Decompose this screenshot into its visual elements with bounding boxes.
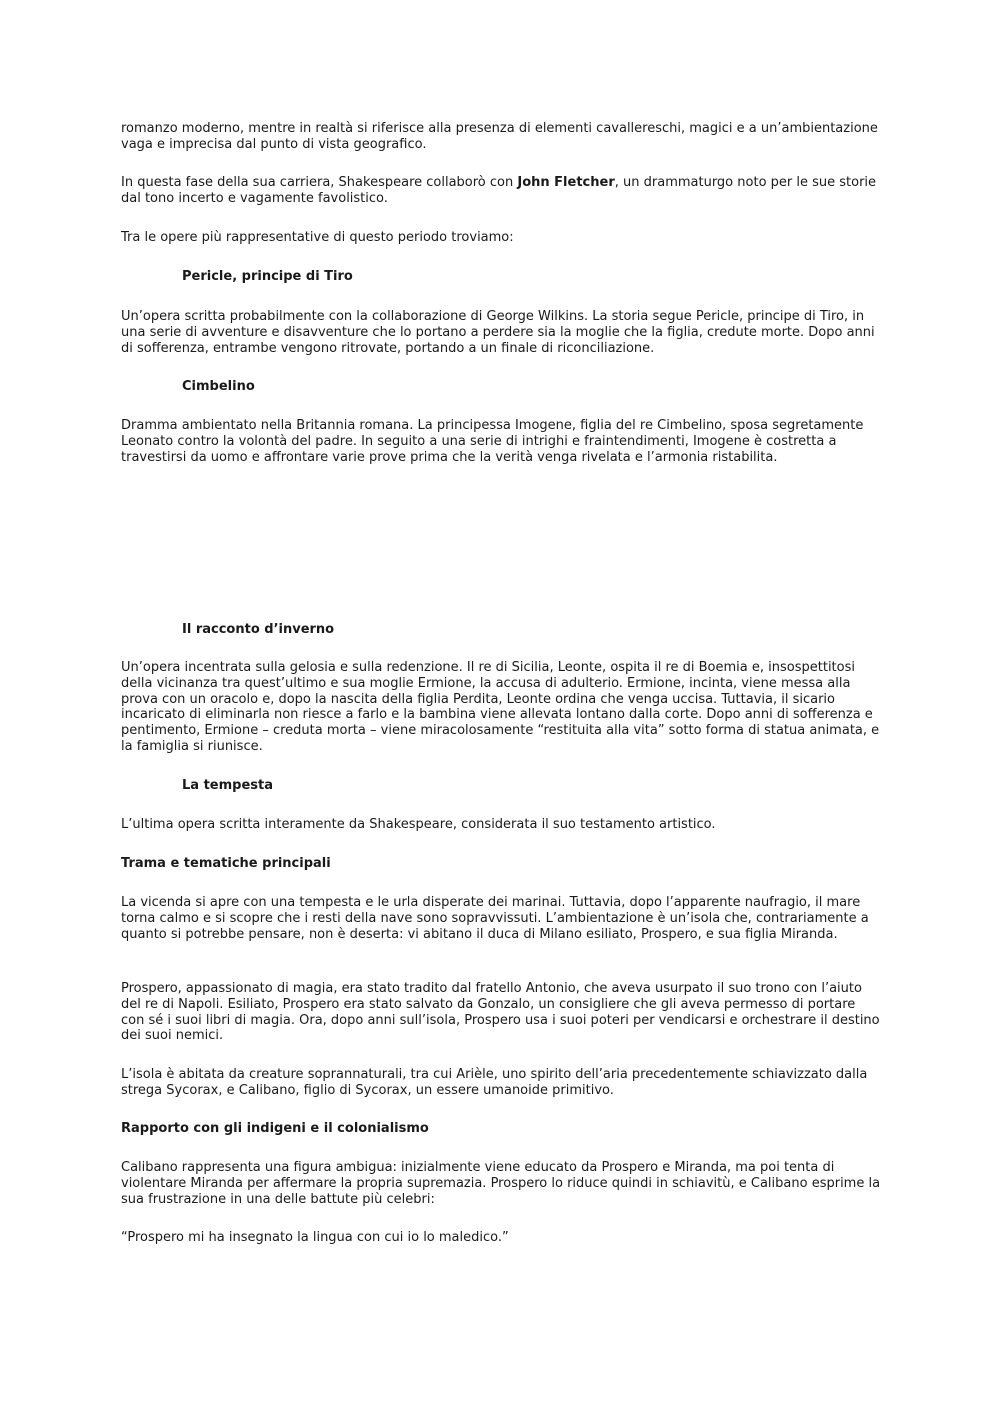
work-text-tempesta: L’ultima opera scritta interamente da Shakespeare, considerata il suo testamento artistico. bbox=[121, 817, 716, 832]
trama-paragraph: L’isola è abitata da creature soprannaturali, tra cui Arièle, uno spirito dell’aria precedentemente schiavizzato dalla strega Sycorax, e Calibano, figlio di Sycorax, un essere umanoide primitivo. bbox=[121, 1067, 868, 1098]
work-title-cimbelino: Cimbelino bbox=[182, 379, 255, 394]
rapporto-paragraph: Calibano rappresenta una figura ambigua: inizialmente viene educato da Prospero e Miranda, ma poi tenta di violentare Miranda per affermare la propria supremazia. Prospero lo riduce quindi in schiavitù, e Calibano esprime la sua frustrazione in una delle battute più celebri: bbox=[121, 1160, 881, 1207]
fletcher-text-after: , un drammaturgo noto per le sue storie dal tono incerto e vagamente favolistico. bbox=[121, 175, 877, 206]
trama-paragraph: La vicenda si apre con una tempesta e le urla disperate dei marinai. Tuttavia, dopo l’apparente naufragio, il mare torna calmo e si scopre che i resti della nave sono sopravvissuti. L’ambientazione è un’isola che, contrariamente a quanto si potrebbe pensare, non è deserta: vi abitano il duca di Milano esiliato, Prospero, e sua figlia Miranda. bbox=[121, 895, 869, 942]
work-title-racconto: Il racconto d’inverno bbox=[182, 622, 335, 637]
works-intro-paragraph: Tra le opere più rappresentative di questo periodo troviamo: bbox=[121, 230, 514, 245]
intro-paragraph: romanzo moderno, mentre in realtà si riferisce alla presenza di elementi cavallereschi, magici e a un’ambientazione vaga e imprecisa dal punto di vista geografico. bbox=[121, 121, 878, 152]
work-title-pericle: Pericle, principe di Tiro bbox=[182, 269, 353, 284]
fletcher-paragraph bbox=[121, 175, 881, 207]
section-heading-trama: Trama e tematiche principali bbox=[121, 856, 331, 871]
trama-paragraph: Prospero, appassionato di magia, era stato tradito dal fratello Antonio, che aveva usurpato il suo trono con l’aiuto del re di Napoli. Esiliato, Prospero era stato salvato da Gonzalo, un consigliere che gli aveva permesso di portare con sé i suoi libri di magia. Ora, dopo anni sull’isola, Prospero usa i suoi poteri per vendicarsi e orchestrare il destino dei suoi nemici. bbox=[121, 981, 880, 1044]
fletcher-text-before: In questa fase della sua carriera, Shakespeare collaborò con bbox=[121, 175, 518, 190]
work-text-racconto: Un’opera incentrata sulla gelosia e sulla redenzione. Il re di Sicilia, Leonte, ospita il re di Boemia e, insospettitosi della vicinanza tra quest’ultimo e sua moglie Ermione, la accusa di adulterio. Ermione, incinta, viene messa alla prova con un oracolo e, dopo la nascita della figlia Perdita, Leonte ordina che venga uccisa. Tuttavia, il sicario incaricato di eliminarla non riesce a farlo e la bambina viene allevata lontano dalla corte. Dopo anni di sofferenza e pentimento, Ermione – creduta morta – viene miracolosamente “restituita alla vita” sotto forma di statua animata, e la famiglia si riunisce. bbox=[121, 660, 880, 754]
work-text-pericle: Un’opera scritta probabilmente con la collaborazione di George Wilkins. La storia segue Pericle, principe di Tiro, in una serie di avventure e disavventure che lo portano a perdere sia la moglie che la figlia, credute morte. Dopo anni di sofferenza, entrambe vengono ritrovate, portando a un finale di riconciliazione. bbox=[121, 309, 875, 356]
work-title-tempesta: La tempesta bbox=[182, 778, 274, 793]
work-text-cimbelino: Dramma ambientato nella Britannia romana. La principessa Imogene, figlia del re Cimbelino, sposa segretamente Leonato contro la volontà del padre. In seguito a una serie di intrighi e fraintendimenti, Imogene è costretta a travestirsi da uomo e affrontare varie prove prima che la verità venga rivelata e l’armonia ristabilita. bbox=[121, 418, 864, 465]
quote-paragraph: “Prospero mi ha insegnato la lingua con cui io lo maledico.” bbox=[121, 1230, 509, 1245]
fletcher-name: John Fletcher bbox=[517, 175, 615, 190]
section-heading-rapporto: Rapporto con gli indigeni e il colonialismo bbox=[121, 1121, 429, 1136]
